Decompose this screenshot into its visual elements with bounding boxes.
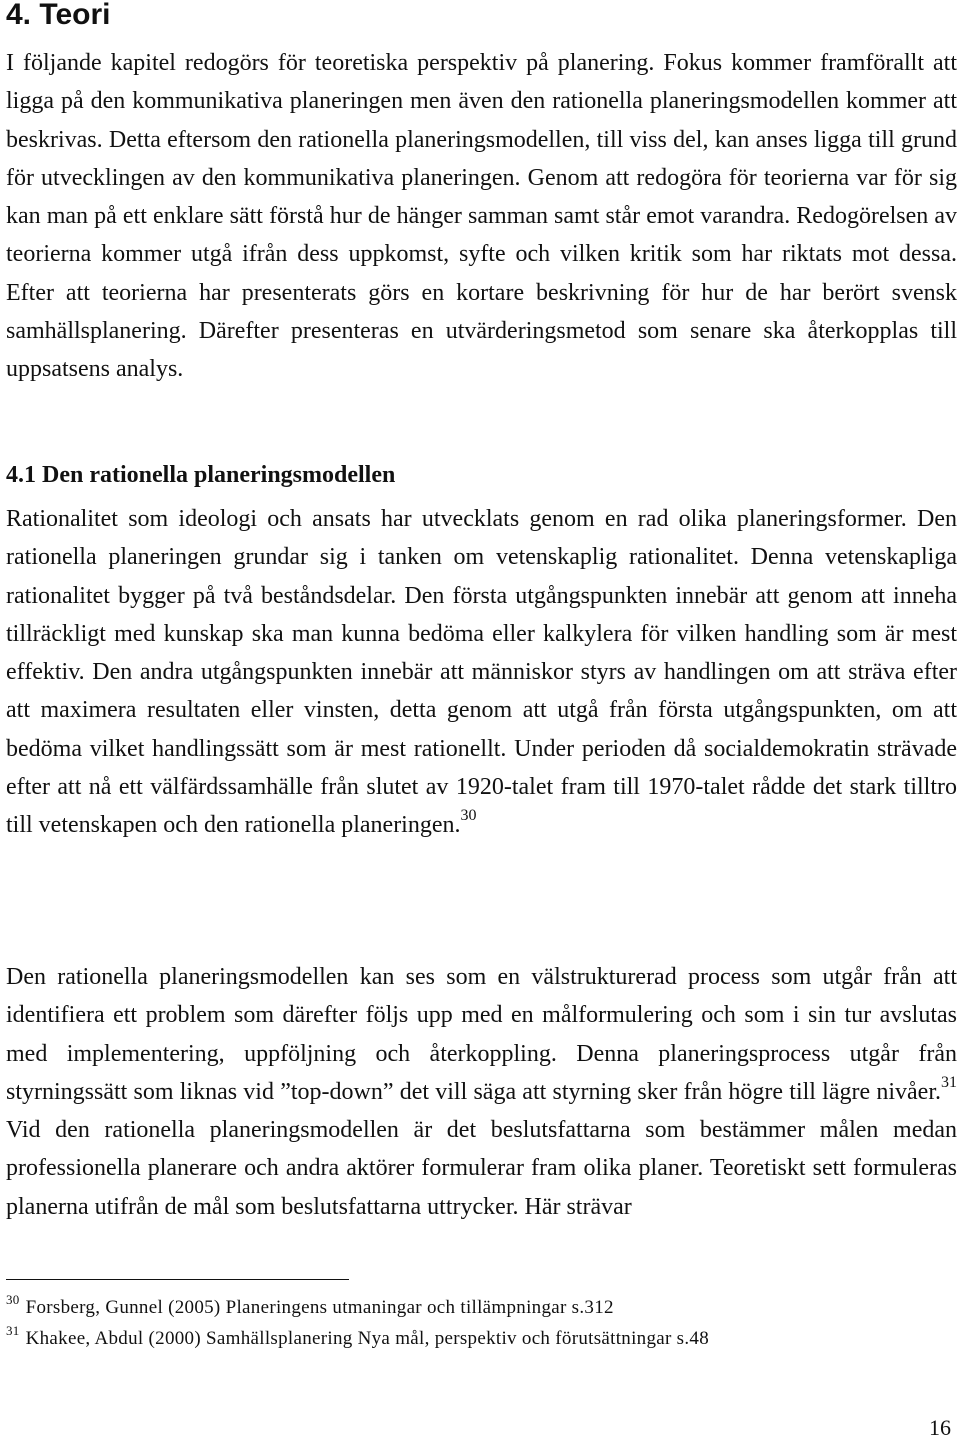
footnote-reference-30[interactable]: 30 (460, 807, 477, 825)
paragraph-1-text: Rationalitet som ideologi och ansats har utvecklats genom en rad olika planeringsformer. Den rationella planeringen grundar sig i tanken om vetenskaplig rationalitet. Denna vetenskapliga rationalitet bygger på två beståndsdelar. Den första utgångspunkten innebär att genom att inneha tillräckligt med kunskap ska man kunna bedöma eller kalkylera för vilken handling som är mest effektiv. Den andra utgångspunkten innebär att människor styrs av handlingen om att sträva efter att maximera resultaten eller vinsten, detta genom att utgå från första utgångspunkten, om att bedöma vilket handlingssätt som är mest rationellt. Under perioden då socialdemokratin strävade efter att nå ett välfärdssamhälle från slutet av 1920-talet fram till 1970-talet rådde det stark tilltro till vetenskapen och den rationella planeringen. (6, 506, 957, 839)
footnote-number: 31 (6, 1323, 20, 1338)
intro-paragraph (6, 44, 957, 389)
section-paragraph-2 (6, 958, 957, 1226)
footnote-reference-31[interactable]: 31 (941, 1073, 957, 1091)
footnote-31 (6, 1323, 710, 1351)
paragraph-2-text-a: Den rationella planeringsmodellen kan ses som en välstrukturerad process som utgår från att identifiera ett problem som därefter följs upp med en målformulering och som i sin tur avslutas med implementering, uppföljning och återkoppling. Denna planeringsprocess utgår från styrningssätt som liknas vid ”top-down” det vill säga att styrning sker från högre till lägre nivåer. (6, 964, 957, 1105)
section-paragraph-1 (6, 500, 957, 845)
footnote-separator (6, 1279, 349, 1280)
section-heading: 4.1 Den rationella planeringsmodellen (6, 462, 396, 488)
footnote-30 (6, 1292, 614, 1320)
intro-text: I följande kapitel redogörs för teoretiska perspektiv på planering. Fokus kommer framförallt att ligga på den kommunikativa planeringen men även den rationella planeringsmodellen kommer att beskrivas. Detta eftersom den rationella planeringsmodellen, till viss del, kan anses ligga till grund för utvecklingen av den kommunikativa planeringen. Genom att redogöra för teorierna var för sig kan man på ett enklare sätt förstå hur de hänger samman samt står emot varandra. Redogörelsen av teorierna kommer utgå ifrån dess uppkomst, syfte och vilken kritik som har riktats mot dessa. Efter att teorierna har presenterats görs en kortare beskrivning för hur de har berört svensk samhällsplanering. Därefter presenteras en utvärderingsmetod som senare ska återkopplas till uppsatsens analys. (6, 50, 957, 383)
footnote-text: Khakee, Abdul (2000) Samhällsplanering Nya mål, perspektiv och förutsättningar s.48 (25, 1328, 710, 1349)
footnote-text: Forsberg, Gunnel (2005) Planeringens utmaningar och tillämpningar s.312 (25, 1297, 614, 1318)
paragraph-2-text-b: Vid den rationella planeringsmodellen är det beslutsfattarna som bestämmer målen medan professionella planerare och andra aktörer formulerar fram olika planer. Teoretiskt sett formuleras planerna utifrån de mål som beslutsfattarna uttrycker. Här strävar (6, 1117, 957, 1220)
chapter-title: 4. Teori (6, 0, 111, 31)
footnote-number: 30 (6, 1292, 20, 1307)
page-number: 16 (929, 1415, 951, 1440)
